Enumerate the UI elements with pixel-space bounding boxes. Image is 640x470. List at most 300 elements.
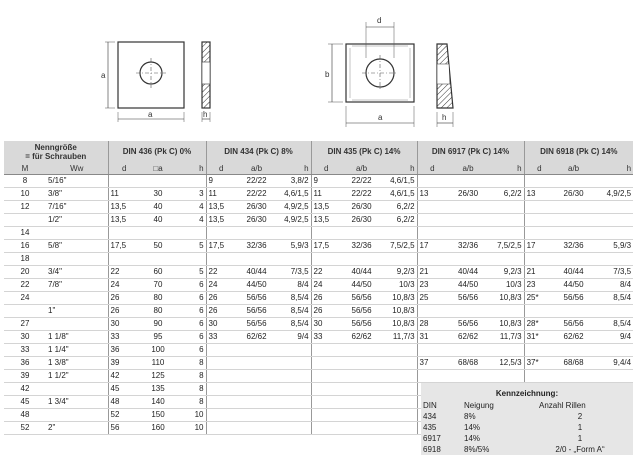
table-cell: 11: [206, 188, 236, 201]
table-cell: 22/22: [341, 175, 382, 188]
table-cell: 40: [140, 214, 176, 227]
table-cell: 1 3/8": [46, 357, 108, 370]
table-cell: 4: [176, 214, 206, 227]
table-row: [4, 214, 633, 227]
table-cell: [206, 422, 236, 435]
table-cell: [108, 227, 140, 240]
table-cell: 50: [140, 240, 176, 253]
table-cell: [489, 175, 524, 188]
table-cell: 56/56: [236, 305, 277, 318]
table-cell: [382, 253, 417, 266]
table-cell: 44/50: [341, 279, 382, 292]
table-cell: 17,5: [311, 240, 341, 253]
table-cell: 7/3,5: [593, 266, 633, 279]
table-cell: 17,5: [206, 240, 236, 253]
table-cell: 22/22: [236, 175, 277, 188]
table-cell: [417, 253, 447, 266]
table-cell: 6: [176, 331, 206, 344]
table-cell: 52: [4, 422, 46, 435]
table-cell: 56/56: [554, 292, 593, 305]
table-cell: 10: [4, 188, 46, 201]
table-cell: [341, 383, 382, 396]
table-cell: [554, 370, 593, 383]
table-cell: 26: [311, 305, 341, 318]
table-cell: [277, 253, 311, 266]
table-cell: [489, 305, 524, 318]
table-cell: 17: [417, 240, 447, 253]
table-cell: 36: [4, 357, 46, 370]
sub-header-cell: □a: [140, 163, 176, 175]
sub-header-cell: d: [311, 163, 341, 175]
table-cell: [417, 344, 447, 357]
table-cell: 48: [4, 409, 46, 422]
table-cell: [46, 227, 108, 240]
table-cell: [311, 357, 341, 370]
table-row: [4, 305, 633, 318]
table-cell: 8,5/4: [593, 318, 633, 331]
table-cell: 10: [176, 409, 206, 422]
table-cell: 9,4/4: [593, 357, 633, 370]
table-cell: 1/2": [46, 214, 108, 227]
sub-header-cell: d: [108, 163, 140, 175]
table-cell: [554, 214, 593, 227]
table-cell: 22/22: [341, 188, 382, 201]
table-cell: [277, 422, 311, 435]
kz-cell: 1: [577, 434, 583, 443]
table-cell: 56/56: [447, 292, 489, 305]
table-cell: [382, 344, 417, 357]
table-cell: 56/56: [341, 318, 382, 331]
table-cell: 28*: [524, 318, 554, 331]
table-cell: [46, 292, 108, 305]
table-cell: 9,2/3: [489, 266, 524, 279]
table-cell: 56/56: [341, 305, 382, 318]
kz-cell: 8%/5%: [464, 445, 490, 454]
table-cell: 56/56: [236, 292, 277, 305]
table-cell: [593, 253, 633, 266]
table-cell: 140: [140, 396, 176, 409]
table-cell: 10/3: [382, 279, 417, 292]
table-cell: 62/62: [236, 331, 277, 344]
table-cell: [524, 227, 554, 240]
table-cell: [206, 357, 236, 370]
table-cell: [447, 227, 489, 240]
table-cell: 8: [176, 370, 206, 383]
table-cell: [447, 253, 489, 266]
table-cell: 13,5: [206, 201, 236, 214]
table-cell: 9,2/3: [382, 266, 417, 279]
table-cell: 7/16": [46, 201, 108, 214]
table-cell: [524, 370, 554, 383]
kz-head-din: DIN: [423, 401, 437, 410]
table-cell: [311, 227, 341, 240]
table-cell: [176, 227, 206, 240]
table-cell: [206, 227, 236, 240]
table-cell: [4, 214, 46, 227]
table-cell: [489, 344, 524, 357]
kz-cell: 14%: [464, 423, 481, 432]
table-cell: 5,9/3: [593, 240, 633, 253]
table-row: [4, 292, 633, 305]
table-cell: 62/62: [341, 331, 382, 344]
table-cell: 62/62: [554, 331, 593, 344]
table-cell: [417, 370, 447, 383]
table-cell: 26/30: [554, 188, 593, 201]
table-cell: 62/62: [447, 331, 489, 344]
sub-header-cell: h: [593, 163, 633, 175]
table-row: [4, 370, 633, 383]
table-cell: [236, 370, 277, 383]
table-cell: 8,5/4: [277, 305, 311, 318]
table-cell: [341, 357, 382, 370]
table-cell: [447, 201, 489, 214]
table-cell: 4,6/1,5: [382, 175, 417, 188]
table-cell: [593, 214, 633, 227]
table-cell: 6,2/2: [489, 188, 524, 201]
table-cell: 9/4: [593, 331, 633, 344]
table-cell: 33: [311, 331, 341, 344]
table-cell: 6,2/2: [382, 214, 417, 227]
table-cell: 37: [417, 357, 447, 370]
table-cell: 24: [108, 279, 140, 292]
table-cell: 32/36: [447, 240, 489, 253]
table-cell: [277, 370, 311, 383]
table-cell: [236, 344, 277, 357]
table-cell: 13: [417, 188, 447, 201]
kz-head-neigung: Neigung: [464, 401, 494, 410]
table-cell: 40/44: [554, 266, 593, 279]
table-cell: 80: [140, 305, 176, 318]
table-cell: 80: [140, 292, 176, 305]
table-cell: [311, 409, 341, 422]
table-row: [4, 279, 633, 292]
table-cell: 40/44: [341, 266, 382, 279]
table-cell: 24: [206, 279, 236, 292]
table-cell: 21: [417, 266, 447, 279]
sub-header-cell: a/b: [447, 163, 489, 175]
table-cell: 24: [311, 279, 341, 292]
table-cell: [277, 357, 311, 370]
table-cell: [489, 214, 524, 227]
table-cell: [524, 214, 554, 227]
table-cell: 28: [417, 318, 447, 331]
table-cell: 30: [311, 318, 341, 331]
table-cell: 70: [140, 279, 176, 292]
table-cell: 1 1/2": [46, 370, 108, 383]
table-cell: 8,5/4: [277, 318, 311, 331]
table-cell: 36: [108, 344, 140, 357]
table-cell: [108, 175, 140, 188]
table-cell: 90: [140, 318, 176, 331]
table-cell: [311, 422, 341, 435]
table-cell: 13,5: [206, 214, 236, 227]
table-row: [4, 240, 633, 253]
table-cell: 10/3: [489, 279, 524, 292]
sub-header-cell: h: [176, 163, 206, 175]
table-row: [4, 357, 633, 370]
group-header-din435: DIN 435 (Pk C) 14%: [311, 141, 417, 163]
table-cell: [593, 227, 633, 240]
table-cell: 30: [108, 318, 140, 331]
table-cell: 40/44: [236, 266, 277, 279]
table-cell: 26/30: [447, 188, 489, 201]
table-cell: [311, 370, 341, 383]
kz-cell: 1: [577, 423, 583, 432]
table-cell: 9: [206, 175, 236, 188]
table-cell: 26: [206, 292, 236, 305]
table-cell: 5: [176, 266, 206, 279]
group-header-din434: DIN 434 (Pk C) 8%: [206, 141, 311, 163]
kz-head-rillen: Anzahl Rillen: [539, 401, 586, 410]
table-cell: 26/30: [341, 214, 382, 227]
table-cell: [176, 175, 206, 188]
table-cell: 4,9/2,5: [277, 214, 311, 227]
sub-header-cell: a/b: [341, 163, 382, 175]
table-cell: [447, 214, 489, 227]
table-cell: [554, 344, 593, 357]
table-cell: 45: [4, 396, 46, 409]
table-cell: 26/30: [236, 201, 277, 214]
table-cell: [46, 318, 108, 331]
table-cell: 10,8/3: [382, 318, 417, 331]
technical-drawings: [0, 0, 640, 135]
table-cell: 4,6/1,5: [277, 188, 311, 201]
group-header-din6918: DIN 6918 (Pk C) 14%: [524, 141, 633, 163]
table-cell: [447, 370, 489, 383]
table-cell: 27: [4, 318, 46, 331]
table-cell: 160: [140, 422, 176, 435]
table-cell: 4,9/2,5: [277, 201, 311, 214]
size-header-line1: Nenngröße: [34, 143, 77, 152]
table-cell: 33: [206, 331, 236, 344]
table-cell: 5/8": [46, 240, 108, 253]
table-cell: [311, 383, 341, 396]
table-cell: 9: [311, 175, 341, 188]
table-cell: 10,8/3: [489, 318, 524, 331]
table-cell: [236, 227, 277, 240]
table-cell: 40/44: [447, 266, 489, 279]
table-cell: [417, 175, 447, 188]
table-cell: 110: [140, 357, 176, 370]
table-cell: [554, 175, 593, 188]
table-row: [4, 175, 633, 188]
table-cell: [236, 396, 277, 409]
table-cell: [593, 344, 633, 357]
sub-header-cell: h: [382, 163, 417, 175]
table-cell: [311, 344, 341, 357]
sub-header-cell: h: [489, 163, 524, 175]
table-row: [4, 227, 633, 240]
table-cell: 7/8": [46, 279, 108, 292]
table-cell: 95: [140, 331, 176, 344]
dim-d: d: [377, 16, 382, 25]
table-cell: 5,9/3: [277, 240, 311, 253]
table-cell: 30: [4, 331, 46, 344]
table-cell: 22: [311, 266, 341, 279]
table-cell: 100: [140, 344, 176, 357]
table-cell: 6: [176, 344, 206, 357]
table-cell: 13,5: [108, 214, 140, 227]
table-cell: 22: [206, 266, 236, 279]
table-cell: 13,5: [311, 201, 341, 214]
table-row: [4, 331, 633, 344]
table-cell: [236, 422, 277, 435]
table-cell: 60: [140, 266, 176, 279]
table-cell: [382, 227, 417, 240]
table-cell: 26: [206, 305, 236, 318]
kz-cell: 6918: [423, 445, 441, 454]
table-cell: 13,5: [311, 214, 341, 227]
table-row: [4, 266, 633, 279]
table-row: [4, 318, 633, 331]
table-cell: [341, 409, 382, 422]
table-cell: 13: [524, 188, 554, 201]
table-cell: [277, 396, 311, 409]
sub-header-cell: h: [277, 163, 311, 175]
table-cell: 11,7/3: [382, 331, 417, 344]
table-cell: [554, 253, 593, 266]
table-cell: 8: [4, 175, 46, 188]
kz-cell: 6917: [423, 434, 441, 443]
table-cell: 10: [176, 422, 206, 435]
table-cell: 4: [176, 201, 206, 214]
table-cell: [382, 357, 417, 370]
sub-header-cell: a/b: [554, 163, 593, 175]
group-header-din6917: DIN 6917 (Pk C) 14%: [417, 141, 524, 163]
sub-header-cell: M: [4, 163, 46, 175]
table-cell: [46, 383, 108, 396]
sub-header-cell: d: [417, 163, 447, 175]
table-cell: [524, 253, 554, 266]
table-cell: [593, 201, 633, 214]
table-cell: 26: [108, 292, 140, 305]
table-cell: 21: [524, 266, 554, 279]
dim-h-left: h: [203, 110, 208, 119]
table-cell: [593, 175, 633, 188]
table-cell: 23: [417, 279, 447, 292]
table-cell: [236, 409, 277, 422]
table-cell: 7/3,5: [277, 266, 311, 279]
table-cell: 3/8": [46, 188, 108, 201]
table-cell: [382, 396, 417, 409]
table-row: [4, 201, 633, 214]
table-cell: [447, 305, 489, 318]
table-cell: 1 1/4": [46, 344, 108, 357]
table-cell: [311, 396, 341, 409]
table-cell: 31: [417, 331, 447, 344]
table-cell: [382, 422, 417, 435]
table-cell: [277, 344, 311, 357]
table-cell: 17: [524, 240, 554, 253]
table-cell: 12: [4, 201, 46, 214]
table-cell: [206, 383, 236, 396]
kz-cell: 2/0 - „Form A“: [555, 445, 605, 454]
table-cell: 33: [4, 344, 46, 357]
table-cell: [236, 383, 277, 396]
table-cell: 10,8/3: [489, 292, 524, 305]
table-cell: 125: [140, 370, 176, 383]
table-cell: 3: [176, 188, 206, 201]
table-cell: 20: [4, 266, 46, 279]
table-cell: [524, 344, 554, 357]
table-cell: [176, 253, 206, 266]
kennzeichnung-box: [421, 383, 633, 455]
table-cell: [554, 305, 593, 318]
dim-b: b: [325, 70, 330, 79]
table-cell: [46, 253, 108, 266]
table-cell: 39: [4, 370, 46, 383]
table-cell: 12,5/3: [489, 357, 524, 370]
table-cell: 22: [4, 279, 46, 292]
table-cell: 32/36: [236, 240, 277, 253]
table-cell: [277, 409, 311, 422]
table-cell: 3,8/2: [277, 175, 311, 188]
table-cell: 5: [176, 240, 206, 253]
kz-cell: 14%: [464, 434, 481, 443]
sub-header-cell: d: [206, 163, 236, 175]
table-cell: [140, 227, 176, 240]
sub-header-cell: a/b: [236, 163, 277, 175]
table-cell: [524, 175, 554, 188]
kennzeichnung-title: Kennzeichnung:: [495, 389, 559, 398]
table-cell: 4,9/2,5: [593, 188, 633, 201]
dim-a-side: a: [101, 71, 106, 80]
table-cell: 32/36: [554, 240, 593, 253]
table-cell: [206, 253, 236, 266]
dim-a-bottom: a: [148, 110, 153, 119]
table-cell: [341, 253, 382, 266]
table-cell: 135: [140, 383, 176, 396]
table-cell: 13,5: [108, 201, 140, 214]
table-cell: [341, 370, 382, 383]
table-cell: 11,7/3: [489, 331, 524, 344]
table-cell: 1 3/4": [46, 396, 108, 409]
table-cell: 39: [108, 357, 140, 370]
table-cell: 6,2/2: [382, 201, 417, 214]
table-cell: 14: [4, 227, 46, 240]
table-cell: [489, 201, 524, 214]
table-cell: 11: [311, 188, 341, 201]
table-cell: 9/4: [277, 331, 311, 344]
table-cell: [524, 201, 554, 214]
table-cell: [447, 344, 489, 357]
table-cell: [108, 253, 140, 266]
square-washer-drawing: [101, 42, 210, 122]
table-cell: [489, 253, 524, 266]
table-cell: 23: [524, 279, 554, 292]
table-cell: 42: [4, 383, 46, 396]
table-cell: 26: [311, 292, 341, 305]
table-cell: 8: [176, 357, 206, 370]
table-cell: [489, 227, 524, 240]
table-cell: 6: [176, 318, 206, 331]
table-cell: 150: [140, 409, 176, 422]
table-cell: [236, 357, 277, 370]
table-cell: 56/56: [341, 292, 382, 305]
table-cell: 4,6/1,5: [382, 188, 417, 201]
table-cell: 45: [108, 383, 140, 396]
table-cell: [417, 305, 447, 318]
table-cell: [593, 305, 633, 318]
table-cell: [206, 396, 236, 409]
sub-header-cell: d: [524, 163, 554, 175]
table-cell: 25*: [524, 292, 554, 305]
table-cell: 31*: [524, 331, 554, 344]
table-cell: [277, 227, 311, 240]
table-cell: 42: [108, 370, 140, 383]
table-cell: 44/50: [447, 279, 489, 292]
table-cell: 8: [176, 383, 206, 396]
